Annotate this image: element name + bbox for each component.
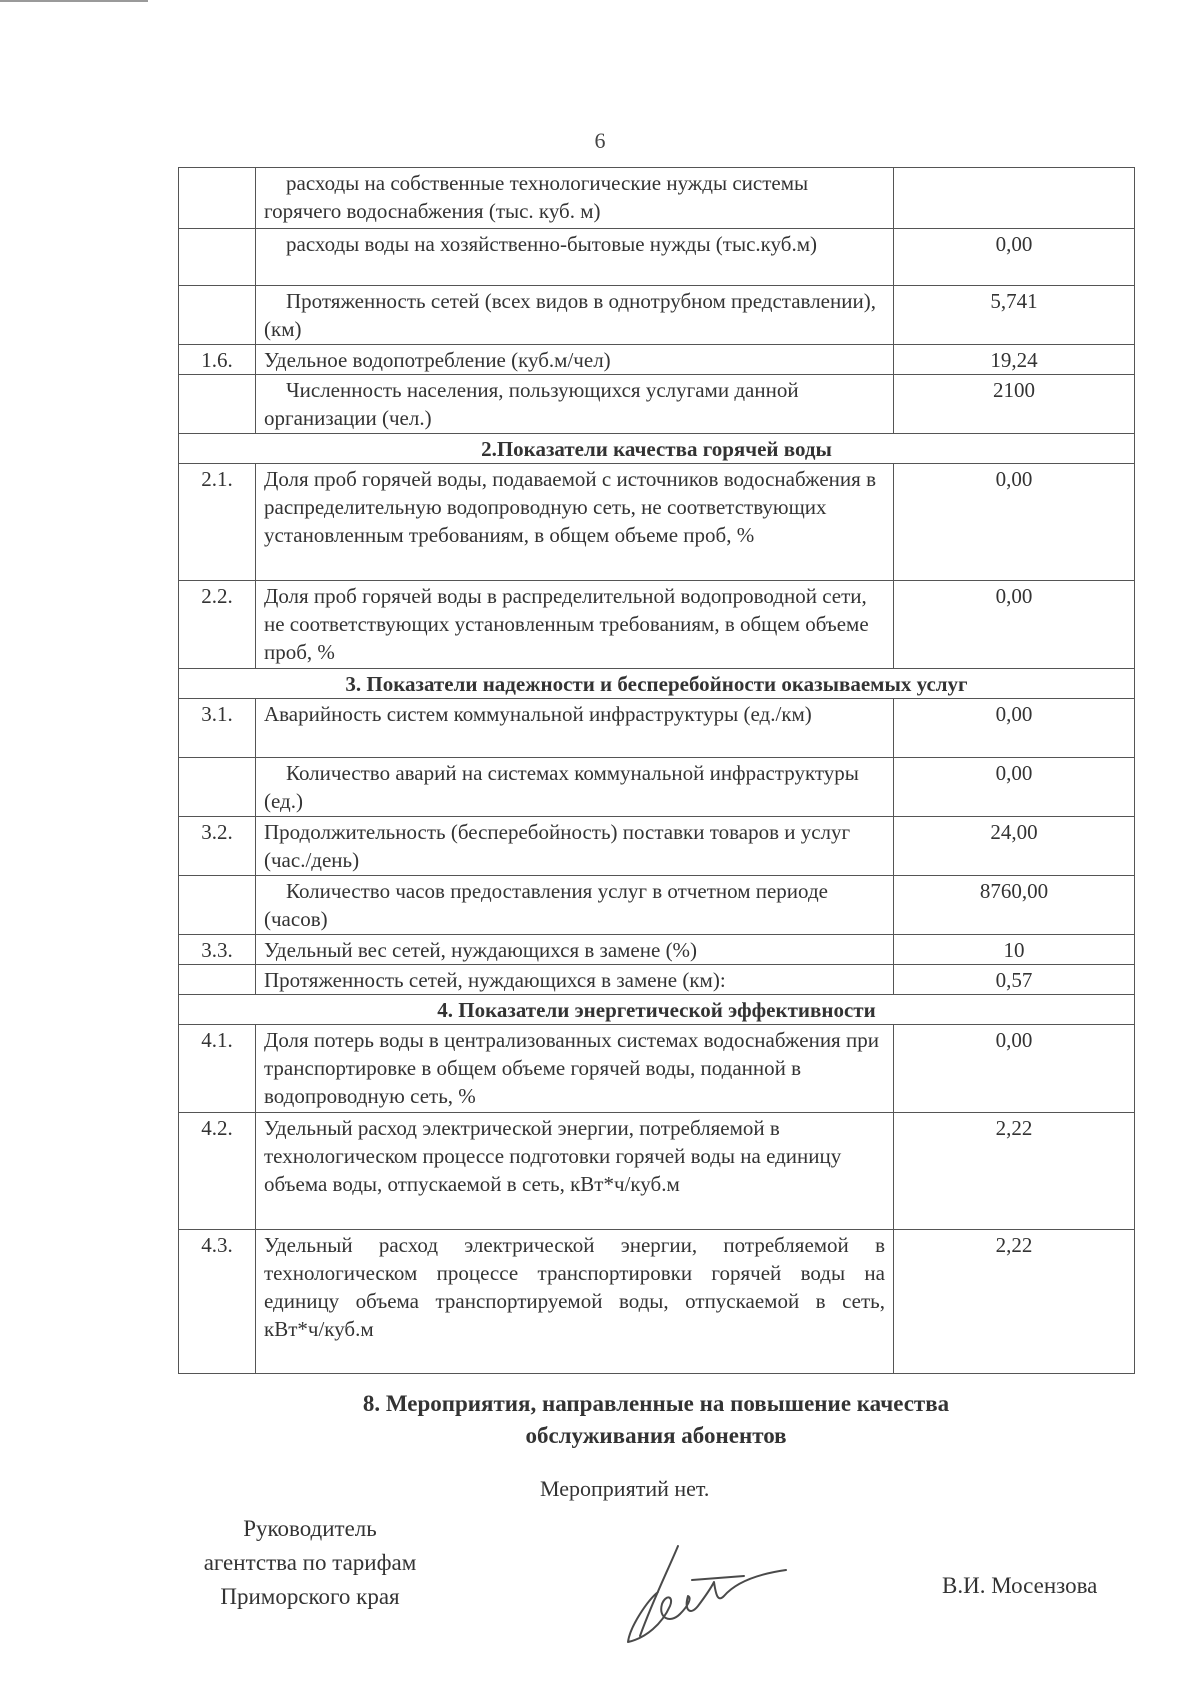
row-value: 0,00 (894, 581, 1135, 669)
table-row (179, 1025, 1135, 1113)
row-number (179, 168, 256, 229)
row-description: Протяженность сетей, нуждающихся в замене (км): (256, 965, 894, 995)
row-description-text: Удельный расход электрической энергии, потребляемой в технологическом процессе транспортировки горячей воды на единицу объема транспортируемой воды, отпускаемой в сеть, (264, 1233, 885, 1313)
row-value: 8760,00 (894, 876, 1135, 935)
table-row (179, 464, 1135, 581)
row-value: 24,00 (894, 817, 1135, 876)
signer-position (180, 1512, 440, 1614)
row-description: Доля проб горячей воды, подаваемой с источников водоснабжения в распределительную водопроводную сеть, не соответствующих установленным требованиям, в общем объеме проб, % (256, 464, 894, 581)
table-row (179, 965, 1135, 995)
row-description: Протяженность сетей (всех видов в однотрубном представлении), (км) (256, 286, 894, 345)
table-row (179, 935, 1135, 965)
signer-position-line: агентства по тарифам (203, 1550, 417, 1575)
row-description-last-line: кВт*ч/куб.м (264, 1317, 374, 1341)
measures-title-line: обслуживания абонентов (525, 1423, 787, 1448)
row-number (179, 758, 256, 817)
row-number: 4.3. (179, 1230, 256, 1374)
row-value: 0,00 (894, 699, 1135, 758)
section-heading: 3. Показатели надежности и бесперебойности оказываемых услуг (179, 669, 1135, 699)
row-value: 0,00 (894, 758, 1135, 817)
signer-position-line: Приморского края (220, 1584, 400, 1609)
measures-title-line: 8. Мероприятия, направленные на повышение качества (362, 1391, 950, 1416)
row-value: 2100 (894, 375, 1135, 434)
row-number (179, 229, 256, 286)
table-row (179, 286, 1135, 345)
row-value (894, 168, 1135, 229)
table-row (179, 876, 1135, 935)
row-number (179, 286, 256, 345)
row-number: 3.2. (179, 817, 256, 876)
handwritten-signature (618, 1540, 788, 1650)
row-description: Удельный вес сетей, нуждающихся в замене (%) (256, 935, 894, 965)
table-row (179, 758, 1135, 817)
table-row (179, 229, 1135, 286)
page-number: 6 (594, 128, 606, 153)
row-value: 19,24 (894, 345, 1135, 375)
row-value: 0,57 (894, 965, 1135, 995)
table-row (179, 581, 1135, 669)
row-description: Доля проб горячей воды в распределительной водопроводной сети, не соответствующих установленным требованиям, в общем объеме проб, % (256, 581, 894, 669)
row-value: 0,00 (894, 464, 1135, 581)
section-row (179, 995, 1135, 1025)
row-description: Удельный расход электрической энергии, потребляемой в технологическом процессе подготовки горячей воды на единицу объема воды, отпускаемой в сеть, кВт*ч/куб.м (256, 1113, 894, 1230)
row-value: 0,00 (894, 229, 1135, 286)
signer-position-line: Руководитель (243, 1516, 377, 1541)
row-number: 4.2. (179, 1113, 256, 1230)
measures-text: Мероприятий нет. (540, 1476, 710, 1501)
row-description: Количество часов предоставления услуг в отчетном периоде (часов) (256, 876, 894, 935)
row-number (179, 876, 256, 935)
table-row (179, 345, 1135, 375)
table-row (179, 699, 1135, 758)
row-value: 5,741 (894, 286, 1135, 345)
row-number: 2.1. (179, 464, 256, 581)
row-description: расходы на собственные технологические нужды системы горячего водоснабжения (тыс. куб. м) (256, 168, 894, 229)
row-description (256, 1230, 894, 1374)
table-row (179, 168, 1135, 229)
row-description: Удельное водопотребление (куб.м/чел) (256, 345, 894, 375)
section-heading: 4. Показатели энергетической эффективности (179, 995, 1135, 1025)
row-number: 2.2. (179, 581, 256, 669)
row-number: 1.6. (179, 345, 256, 375)
measures-title (178, 1388, 1134, 1452)
row-value: 10 (894, 935, 1135, 965)
row-description: Аварийность систем коммунальной инфраструктуры (ед./км) (256, 699, 894, 758)
row-number (179, 375, 256, 434)
row-number: 4.1. (179, 1025, 256, 1113)
table-row (179, 1113, 1135, 1230)
scan-edge-line (0, 0, 148, 2)
row-value: 2,22 (894, 1113, 1135, 1230)
section-heading: 2.Показатели качества горячей воды (179, 434, 1135, 464)
row-description: расходы воды на хозяйственно-бытовые нужды (тыс.куб.м) (256, 229, 894, 286)
table-row (179, 375, 1135, 434)
row-description: Количество аварий на системах коммунальной инфраструктуры (ед.) (256, 758, 894, 817)
row-description: Доля потерь воды в централизованных системах водоснабжения при транспортировке в общем объеме горячей воды, поданной в водопроводную сеть, % (256, 1025, 894, 1113)
row-description: Численность населения, пользующихся услугами данной организации (чел.) (256, 375, 894, 434)
table-row (179, 817, 1135, 876)
row-number (179, 965, 256, 995)
signer-name: В.И. Мосензова (942, 1573, 1098, 1598)
section-row (179, 434, 1135, 464)
row-number: 3.1. (179, 699, 256, 758)
row-value: 0,00 (894, 1025, 1135, 1113)
row-description: Продолжительность (бесперебойность) поставки товаров и услуг (час./день) (256, 817, 894, 876)
row-number: 3.3. (179, 935, 256, 965)
table-row (179, 1230, 1135, 1374)
row-value: 2,22 (894, 1230, 1135, 1374)
indicators-table (178, 167, 1135, 1374)
section-row (179, 669, 1135, 699)
